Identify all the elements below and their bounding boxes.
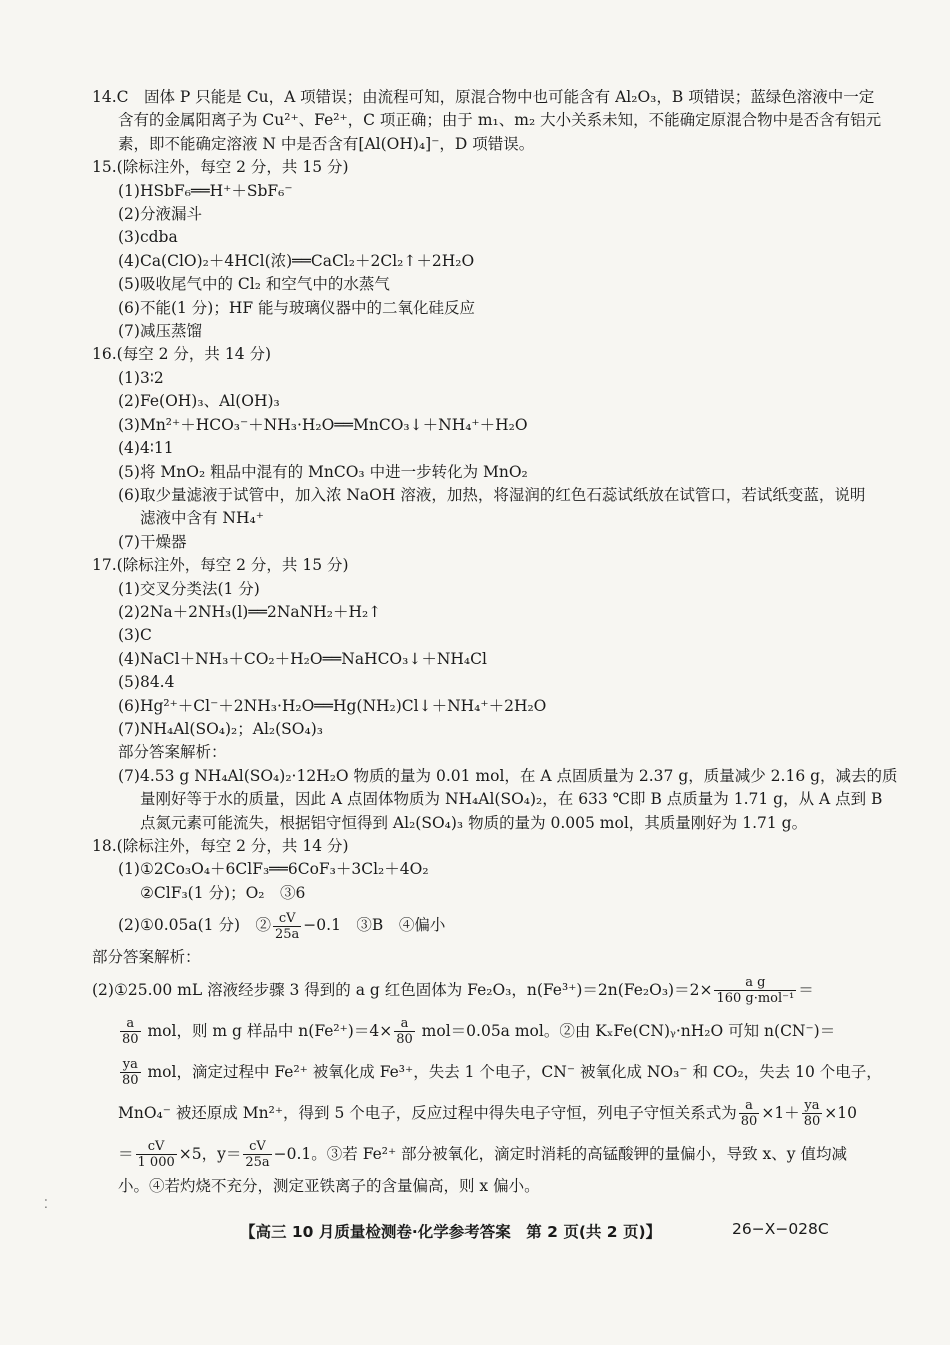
- fraction: $\frac{ya}{80}$: [122, 1057, 139, 1089]
- q18-heading: 18.(除标注外，每空 2 分，共 14 分): [92, 837, 349, 855]
- page-footer: [240, 1220, 840, 1242]
- q18-analysis-heading: 部分答案解析：: [92, 948, 201, 967]
- q18-analysis-line-3: $\frac{ya}{80}$ mol，滴定过程中 Fe²⁺ 被氧化成 Fe³⁺，失去 1 个电子，CN⁻ 被氧化成 NO₃⁻ 和 CO₂，失去 10 个电子，: [122, 1057, 882, 1089]
- q16-item: (1)3∶2: [118, 368, 164, 387]
- fraction: $\frac{a}{80}$: [122, 1016, 139, 1048]
- footer-code: 26−X−028C: [732, 1220, 829, 1238]
- q14-line-3: 素，即不能确定溶液 N 中是否含有[Al(OH)₄]⁻，D 项错误。: [118, 134, 535, 153]
- q17-item: (2)2Na＋2NH₃(l)══2NaNH₂＋H₂↑: [118, 602, 382, 621]
- fraction: $\frac{a}{80}$: [396, 1016, 413, 1048]
- q18-item-1a: (1)①2Co₃O₄＋6ClF₃══6CoF₃＋3Cl₂＋4O₂: [118, 860, 429, 879]
- q15-item: (7)减压蒸馏: [118, 322, 202, 341]
- fraction: $\frac{cV}{1 000}$: [137, 1139, 175, 1171]
- fraction: $\frac{ya}{80}$: [803, 1098, 821, 1130]
- fraction: $\frac{\text{a g}}{\text{160 g·mol⁻¹}}$: [716, 975, 795, 1007]
- q16-item: (5)将 MnO₂ 粗品中混有的 MnCO₃ 中进一步转化为 MnO₂: [118, 462, 528, 481]
- q16-item: (6)取少量滤液于试管中，加入浓 NaOH 溶液，加热，将湿润的红色石蕊试纸放在试管口，若试纸变蓝，说明: [118, 485, 866, 504]
- q17-analysis-line: (7)4.53 g NH₄Al(SO₄)₂·12H₂O 物质的量为 0.01 mol，在 A 点固质量为 2.37 g，质量减少 2.16 g，减去的质: [118, 766, 898, 785]
- q17-item: (4)NaCl＋NH₃＋CO₂＋H₂O══NaHCO₃↓＋NH₄Cl: [118, 649, 487, 668]
- q17-analysis-line: 点氮元素可能流失，根据铝守恒得到 Al₂(SO₄)₃ 物质的量为 0.005 mol，其质量刚好为 1.71 g。: [140, 813, 808, 832]
- q15-item: (4)Ca(ClO)₂＋4HCl(浓)══CaCl₂＋2Cl₂↑＋2H₂O: [118, 251, 475, 270]
- answer-page: [92, 86, 898, 1198]
- q15-item: (5)吸收尾气中的 Cl₂ 和空气中的水蒸气: [118, 275, 390, 294]
- q16-item: (3)Mn²⁺＋HCO₃⁻＋NH₃·H₂O══MnCO₃↓＋NH₄⁺＋H₂O: [118, 415, 528, 434]
- q16-item: (4)4∶11: [118, 439, 174, 458]
- q18-analysis-line-4: MnO₄⁻ 被还原成 Mn²⁺，得到 5 个电子，反应过程中得失电子守恒，列电子守恒关系式为 $\frac{a}{80}$ ×1＋ $\frac{ya}{80}$ ×10: [118, 1098, 857, 1130]
- q18-analysis-line-6: 小。④若灼烧不充分，测定亚铁离子的含量偏高，则 x 偏小。: [118, 1176, 540, 1195]
- footer-title: 【高三 10 月质量检测卷·化学参考答案 第 2 页(共 2 页)】: [240, 1223, 662, 1241]
- fraction: $\frac{cV}{25a}$: [245, 1139, 270, 1171]
- q16-item-6-cont: 滤液中含有 NH₄⁺: [140, 509, 264, 528]
- q17-item: (1)交叉分类法(1 分): [118, 579, 260, 598]
- q15-item: (6)不能(1 分)；HF 能与玻璃仪器中的二氧化硅反应: [118, 298, 476, 317]
- q18-item-2: (2)①0.05a(1 分) ② $\frac{cV}{25a}$ −0.1 ③B ④偏小: [118, 910, 446, 942]
- q17-analysis-line: 量刚好等于水的质量，因此 A 点固体物质为 NH₄Al(SO₄)₂，在 633 ℃即 B 点质量为 1.71 g，从 A 点到 B: [140, 790, 883, 809]
- q18-item-1b: ②ClF₃(1 分)；O₂ ③6: [140, 883, 306, 902]
- q17-item: (3)C: [118, 626, 152, 645]
- q17-item: (7)NH₄Al(SO₄)₂；Al₂(SO₄)₃: [118, 719, 323, 738]
- fraction: $\frac{cV}{25a}$: [275, 910, 300, 942]
- q17-analysis-heading: 部分答案解析：: [118, 743, 227, 762]
- margin-mark: ⁚: [44, 1197, 48, 1211]
- q15-item: (3)cdba: [118, 228, 178, 247]
- q15-item: (2)分液漏斗: [118, 205, 202, 224]
- q17-heading: 17.(除标注外，每空 2 分，共 15 分): [92, 556, 349, 575]
- q18-analysis-line-5: ＝ $\frac{cV}{1 000}$ ×5，y＝ $\frac{cV}{25a}$ −0.1。③若 Fe²⁺ 部分被氧化，滴定时消耗的高锰酸钾的量偏小，导致 x、y 值均减: [118, 1139, 847, 1171]
- q17-item: (5)84.4: [118, 673, 175, 692]
- q15-heading: 15.(除标注外，每空 2 分，共 15 分): [92, 158, 349, 177]
- q18-analysis-line-2: $\frac{a}{80}$ mol，则 m g 样品中 n(Fe²⁺)＝4× $\frac{a}{80}$ mol＝0.05a mol。②由 KₓFe(CN)ᵧ·nH₂O 可知 n(CN⁻)＝: [122, 1016, 836, 1048]
- q14-line-2: 含有的金属阳离子为 Cu²⁺、Fe²⁺，C 项正确；由于 m₁、m₂ 大小关系未知，不能确定原混合物中是否含有铝元: [118, 111, 882, 130]
- q14-line-1: 14.C 固体 P 只能是 Cu，A 项错误；由流程可知，原混合物中也可能含有 Al₂O₃，B 项错误；蓝绿色溶液中一定: [92, 88, 875, 106]
- q18-analysis-line-1: (2)①25.00 mL 溶液经步骤 3 得到的 a g 红色固体为 Fe₂O₃，n(Fe³⁺)＝2n(Fe₂O₃)＝2× $\frac{\text{a g}}{\text{160 g·mol⁻¹}}$ ＝: [92, 975, 814, 1007]
- q16-item: (7)干燥器: [118, 532, 187, 551]
- q15-item: (1)HSbF₆══H⁺＋SbF₆⁻: [118, 181, 293, 200]
- q17-item: (6)Hg²⁺＋Cl⁻＋2NH₃·H₂O══Hg(NH₂)Cl↓＋NH₄⁺＋2H₂O: [118, 696, 547, 715]
- q16-heading: 16.(每空 2 分，共 14 分): [92, 345, 272, 364]
- fraction: $\frac{a}{80}$: [740, 1098, 758, 1130]
- q16-item: (2)Fe(OH)₃、Al(OH)₃: [118, 392, 280, 411]
